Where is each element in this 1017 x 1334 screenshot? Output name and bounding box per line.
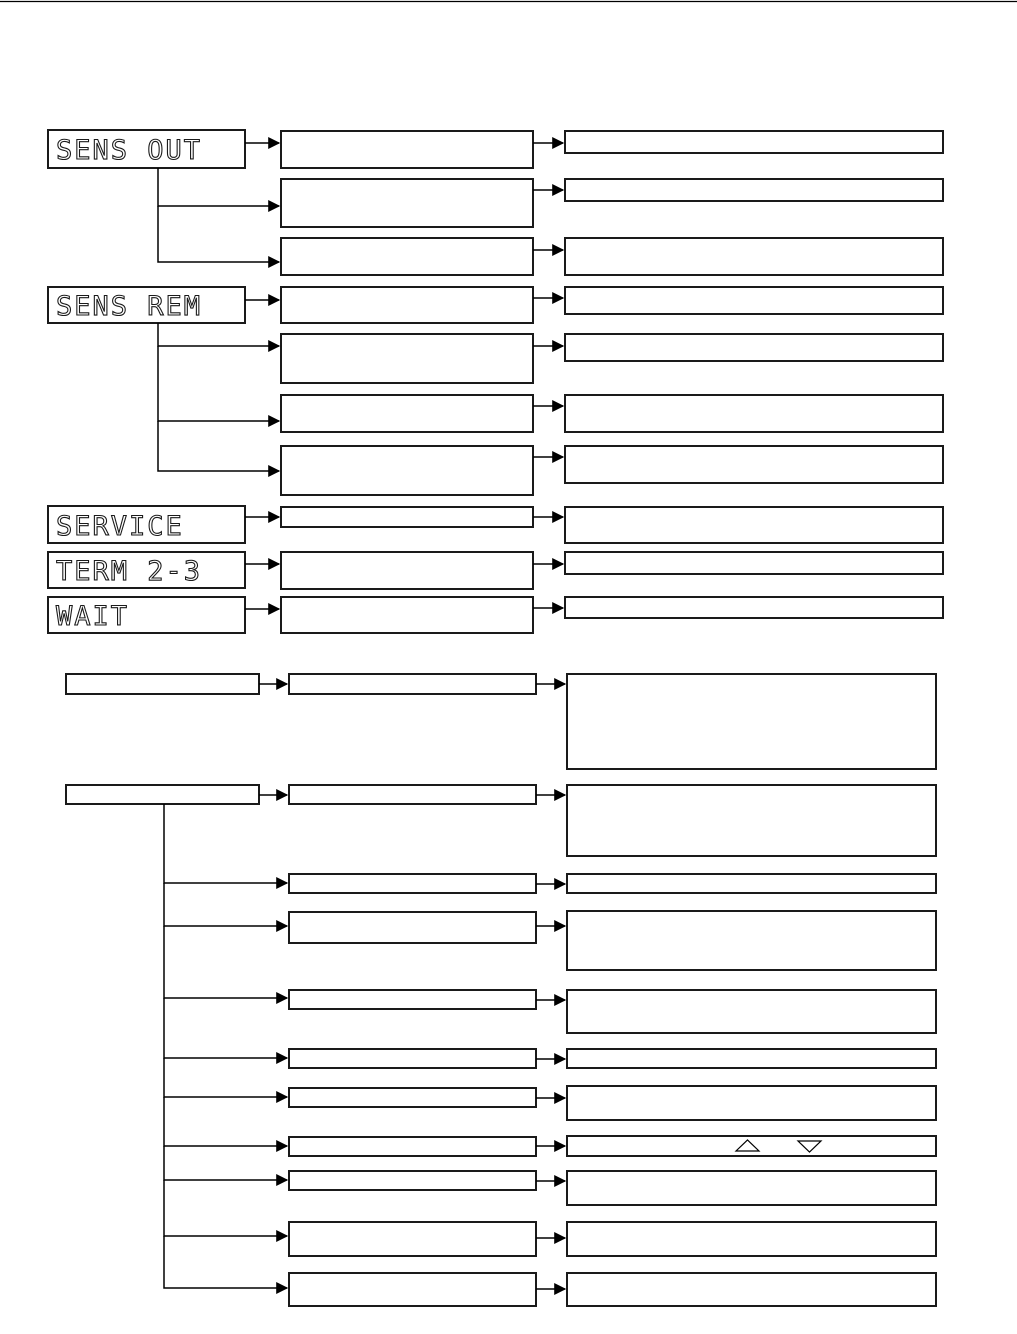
remedy-box	[565, 179, 943, 201]
remedy-box	[567, 1171, 936, 1205]
cause-boxes-section-1	[281, 131, 533, 633]
display-text: WAIT	[56, 601, 130, 632]
remedy-boxes-section-1	[565, 131, 943, 618]
display-text: SENS REM	[56, 291, 203, 322]
remedy-box	[565, 507, 943, 543]
display-text: SERVICE	[56, 511, 184, 542]
remedy-box	[567, 1086, 936, 1120]
remedy-box	[565, 395, 943, 432]
display-service	[48, 506, 245, 543]
cause-box	[289, 1049, 536, 1068]
remedy-box	[565, 287, 943, 314]
cause-box	[289, 912, 536, 943]
cause-box	[281, 131, 533, 168]
cause-box	[289, 1088, 536, 1107]
cause-box	[281, 395, 533, 432]
connectors-section-2	[164, 684, 287, 1288]
cause-box	[289, 874, 536, 893]
display-wait	[48, 597, 245, 633]
display-term-2-3	[48, 552, 245, 588]
display-sens-out	[48, 130, 245, 168]
cause-box	[289, 674, 536, 694]
symptom-boxes-section-2	[66, 674, 259, 804]
display-sens-rem	[48, 287, 245, 323]
cause-box	[281, 597, 533, 633]
remedy-box	[567, 1273, 936, 1306]
remedy-box	[565, 238, 943, 275]
remedy-box	[567, 874, 936, 893]
cause-box	[289, 1222, 536, 1256]
remedy-box	[567, 674, 936, 769]
cause-box	[289, 1273, 536, 1306]
remedy-box	[567, 1049, 936, 1068]
remedy-box	[567, 990, 936, 1033]
remedy-box	[565, 446, 943, 483]
down-triangle-icon	[798, 1141, 821, 1152]
display-text: SENS OUT	[56, 135, 203, 166]
display-text: TERM 2-3	[56, 556, 203, 587]
remedy-box	[565, 131, 943, 153]
remedy-box	[567, 1136, 936, 1156]
cause-box	[281, 334, 533, 383]
cause-boxes-section-2	[289, 674, 536, 1306]
cause-box	[289, 1137, 536, 1156]
symptom-box	[66, 785, 259, 804]
cause-box	[281, 552, 533, 589]
remedy-box	[565, 334, 943, 361]
cause-box	[289, 990, 536, 1009]
remedy-boxes-section-2	[567, 674, 936, 1306]
up-triangle-icon	[736, 1140, 759, 1151]
remedy-box	[565, 552, 943, 574]
cause-box	[281, 446, 533, 495]
cause-box	[289, 785, 536, 804]
remedy-box	[567, 1222, 936, 1256]
remedy-arrows-section-1	[533, 143, 563, 608]
cause-box	[281, 179, 533, 227]
remedy-arrows-section-2	[536, 684, 565, 1289]
cause-box	[281, 287, 533, 323]
remedy-box	[567, 785, 936, 856]
cause-box	[281, 507, 533, 527]
remedy-box	[567, 911, 936, 970]
cause-box	[281, 238, 533, 275]
cause-box	[289, 1171, 536, 1190]
remedy-box	[565, 597, 943, 618]
symptom-box	[66, 674, 259, 694]
